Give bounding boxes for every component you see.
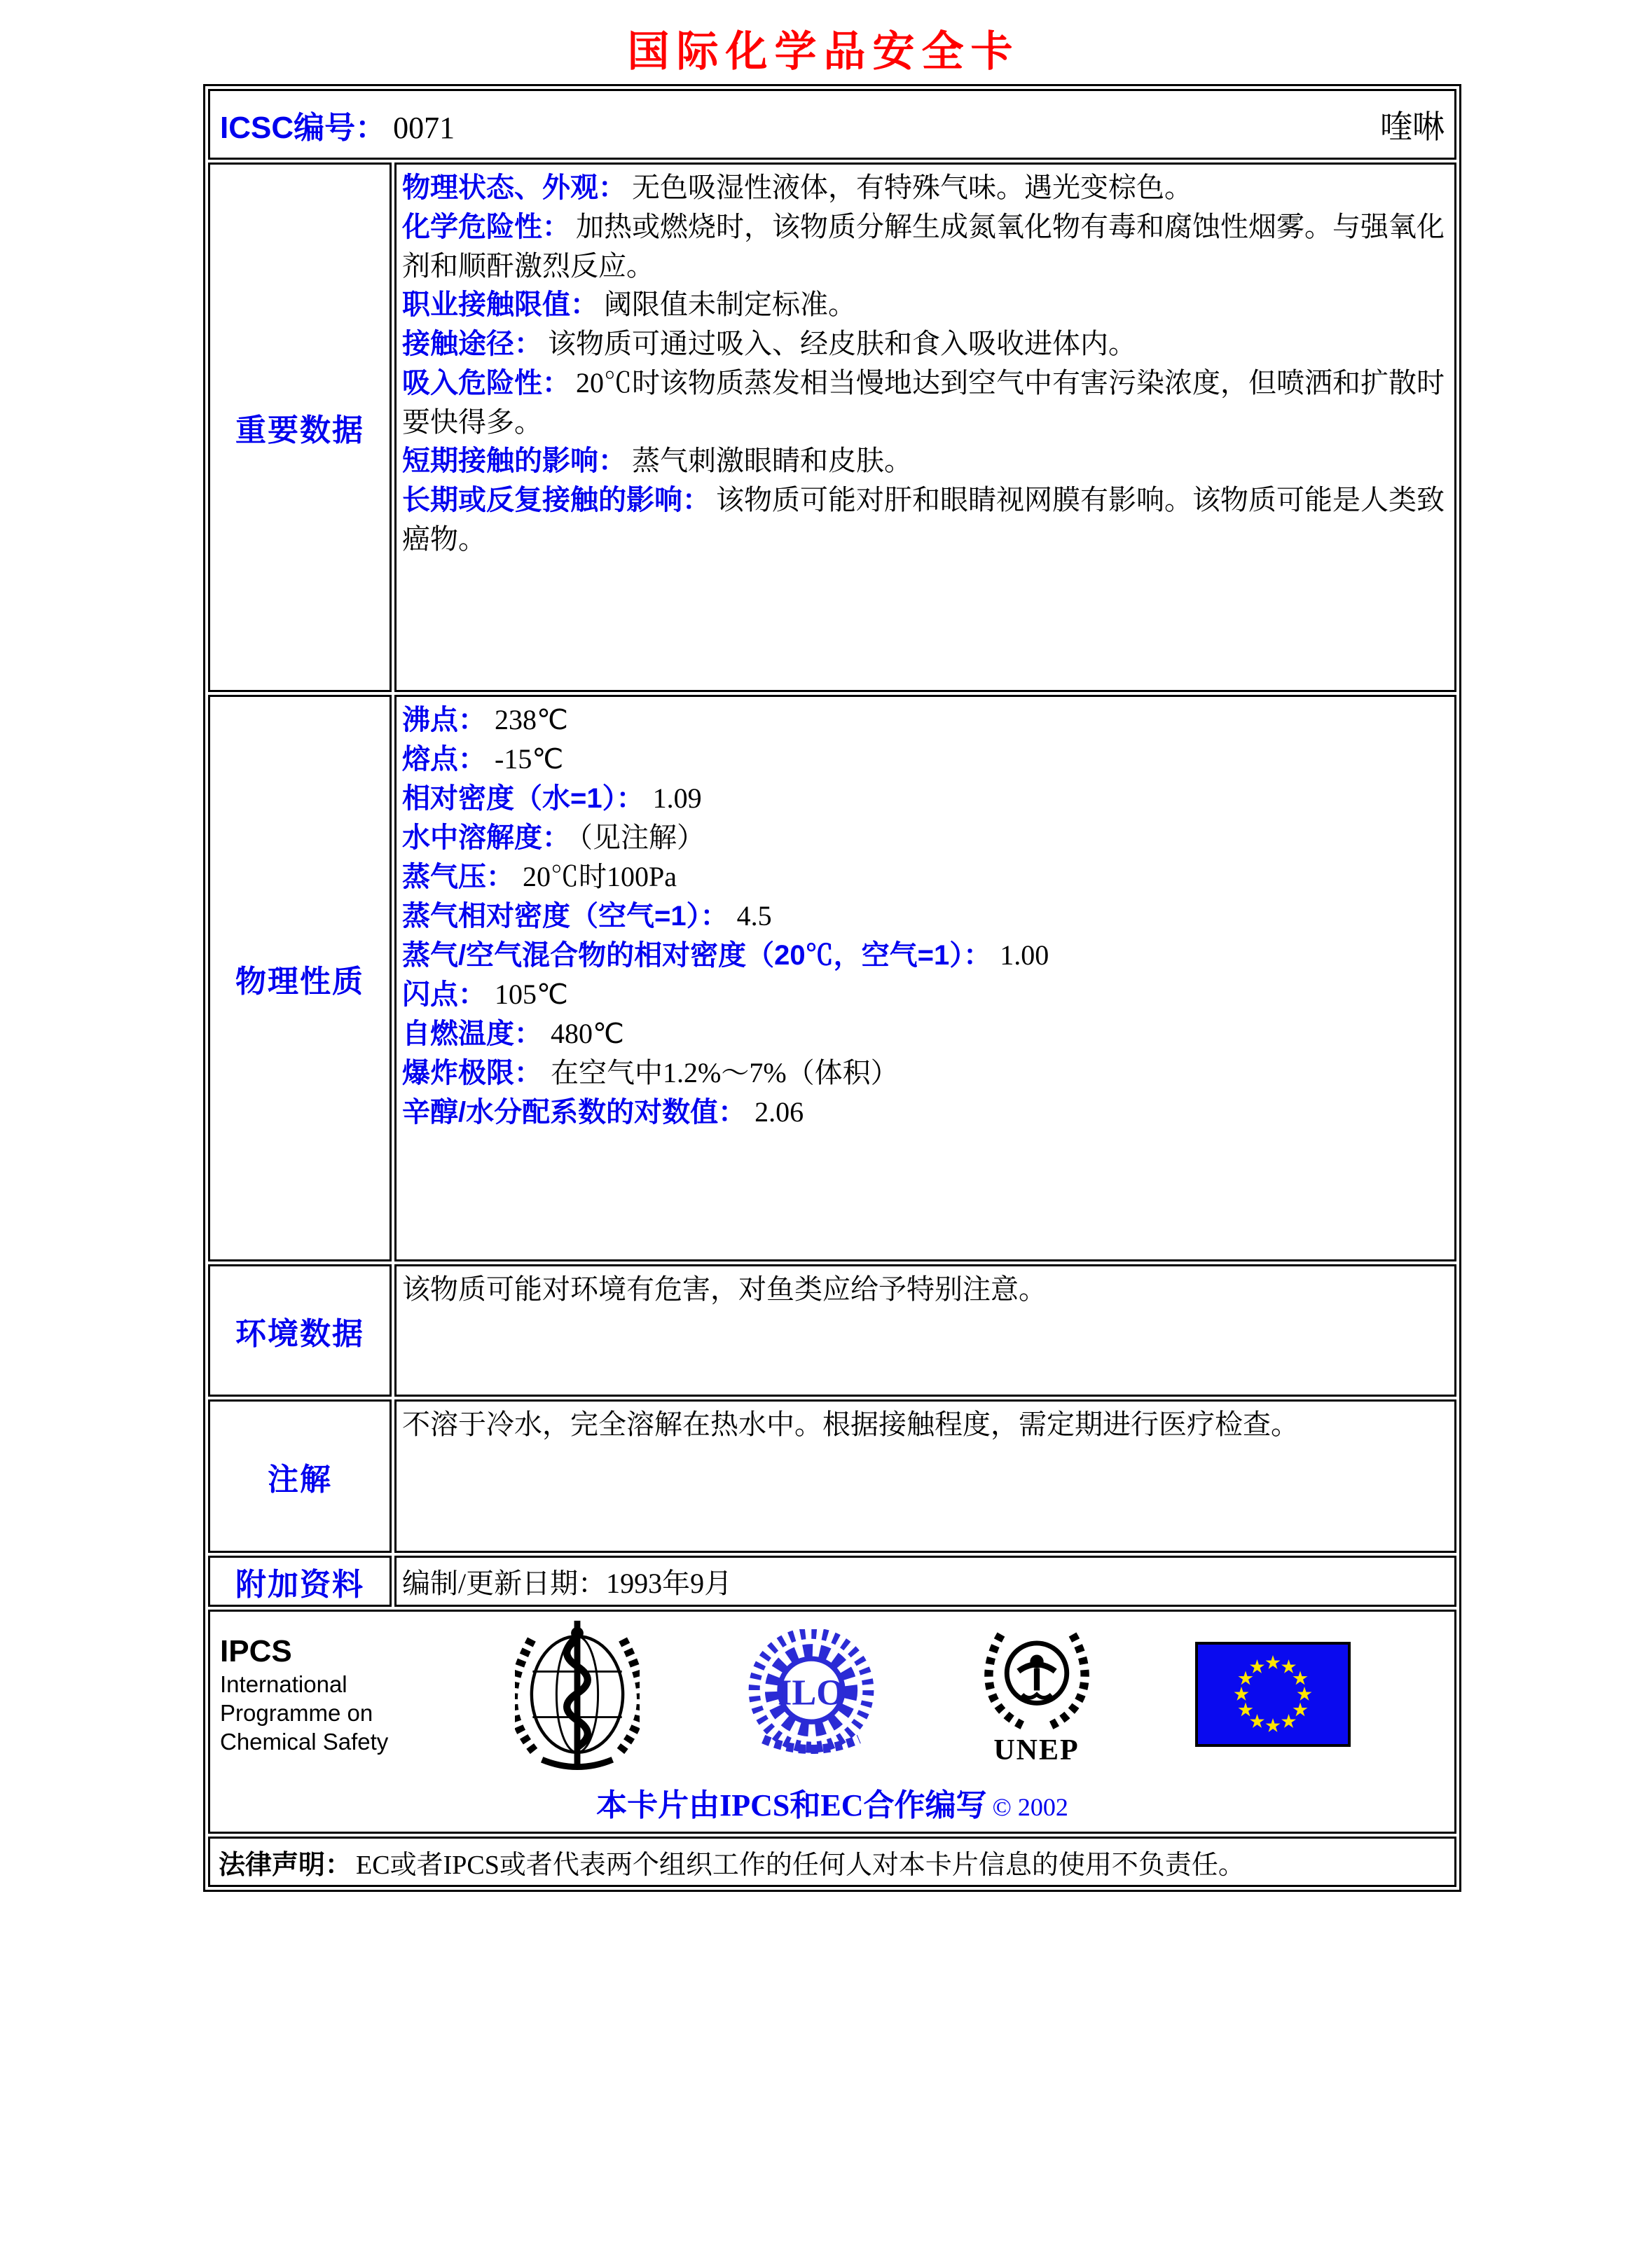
icsc-table [203,84,1461,1892]
notes-row [208,1399,1456,1553]
field-inhalation-risk: 吸入危险性： 20℃时该物质蒸发相当慢地达到空气中有害污染浓度，但喷洒和扩散时要快得多。 [402,367,1445,438]
logos-row [208,1610,1456,1834]
notes-section-label: 注解 [208,1399,392,1553]
legal-notice-label: 法律声明： [219,1850,352,1880]
prop-octanol-water-partition: 辛醇/水分配系数的对数值： 2.06 [402,1096,804,1128]
icsc-number-label: ICSC编号： [220,110,387,145]
ipcs-line-3: Chemical Safety [220,1728,389,1755]
field-exposure-routes: 接触途径： 该物质可通过吸入、经皮肤和食入吸收进体内。 [402,328,1136,359]
copyright-text: © 2002 [992,1793,1068,1821]
legal-notice [208,1837,1456,1887]
important-data-row [208,163,1456,692]
prop-water-solubility: 水中溶解度： （见注解） [402,822,705,853]
physical-properties-content [394,695,1456,1261]
ipcs-line-1: International [220,1671,347,1697]
legal-notice-text: EC或者IPCS或者代表两个组织工作的任何人对本卡片信息的使用不负责任。 [356,1850,1245,1880]
prop-melting-point: 熔点： -15℃ [402,743,564,775]
prop-vapor-density: 蒸气相对密度（空气=1）： 4.5 [402,900,772,932]
environmental-data-row [208,1264,1456,1397]
ipcs-line-2: Programme on [220,1699,373,1726]
chemical-name: 喹啉 [1380,109,1445,145]
prop-vapor-air-mixture-density: 蒸气/空气混合物的相对密度（20℃，空气=1）： 1.00 [402,939,1049,971]
unep-logo-icon [984,1623,1090,1735]
ipcs-text-block [220,1633,409,1756]
ilo-letters: ILO [778,1672,845,1713]
field-short-term-effects: 短期接触的影响： 蒸气刺激眼睛和皮肤。 [402,445,912,476]
important-data-content [394,163,1456,692]
additional-info-content [394,1556,1456,1607]
notes-content [394,1399,1456,1553]
unep-caption: UNEP [993,1734,1080,1766]
icsc-number-group [220,102,455,147]
prop-autoignition-temperature: 自燃温度： 480℃ [402,1018,624,1049]
environmental-data-section-label: 环境数据 [208,1264,392,1397]
unep-logo-block [984,1623,1090,1766]
page-title: 国际化学品安全卡 [627,29,1020,75]
additional-info-section-label: 附加资料 [208,1556,392,1607]
field-physical-state: 物理状态、外观： 无色吸湿性液体，有特殊气味。遇光变棕色。 [402,172,1192,203]
field-long-term-effects: 长期或反复接触的影响： 该物质可能对肝和眼睛视网膜有影响。该物质可能是人类致癌物。 [402,484,1445,555]
icsc-number-value: 0071 [393,110,455,145]
prop-explosive-limits: 爆炸极限： 在空气中1.2%～7%（体积） [402,1057,899,1088]
important-data-section-label: 重要数据 [208,163,392,692]
physical-properties-row [208,695,1456,1261]
field-occupational-limit: 职业接触限值： 阈限值未制定标准。 [402,289,856,320]
eu-flag-icon [1195,1642,1351,1747]
field-chemical-danger: 化学危险性： 加热或燃烧时，该物质分解生成氮氧化物有毒和腐蚀性烟雾。与强氧化剂和顺酐激烈反应。 [402,211,1445,282]
physical-properties-section-label: 物理性质 [208,695,392,1261]
legal-row [208,1837,1456,1887]
prop-boiling-point: 沸点： 238℃ [402,704,568,735]
prop-flash-point: 闪点： 105℃ [402,979,568,1010]
credit-line [210,1780,1454,1825]
prop-vapor-pressure: 蒸气压： 20℃时100Pa [402,861,677,892]
ilo-logo-icon [745,1629,878,1759]
environmental-data-content [394,1264,1456,1397]
header-row [208,89,1456,160]
additional-info-row [208,1556,1456,1607]
additional-info-text: 编制/更新日期：1993年9月 [402,1567,733,1599]
icsc-card-page [0,29,1647,2268]
ipcs-acronym: IPCS [220,1633,292,1668]
environmental-data-text: 该物质可能对环境有危害，对鱼类应给予特别注意。 [402,1273,1047,1305]
notes-text: 不溶于冷水，完全溶解在热水中。根据接触程度，需定期进行医疗检查。 [402,1409,1299,1440]
prop-relative-density: 相对密度（水=1）： 1.09 [402,782,702,814]
who-logo-icon [515,1617,640,1772]
credit-text: 本卡片由IPCS和EC合作编写 [596,1788,987,1823]
